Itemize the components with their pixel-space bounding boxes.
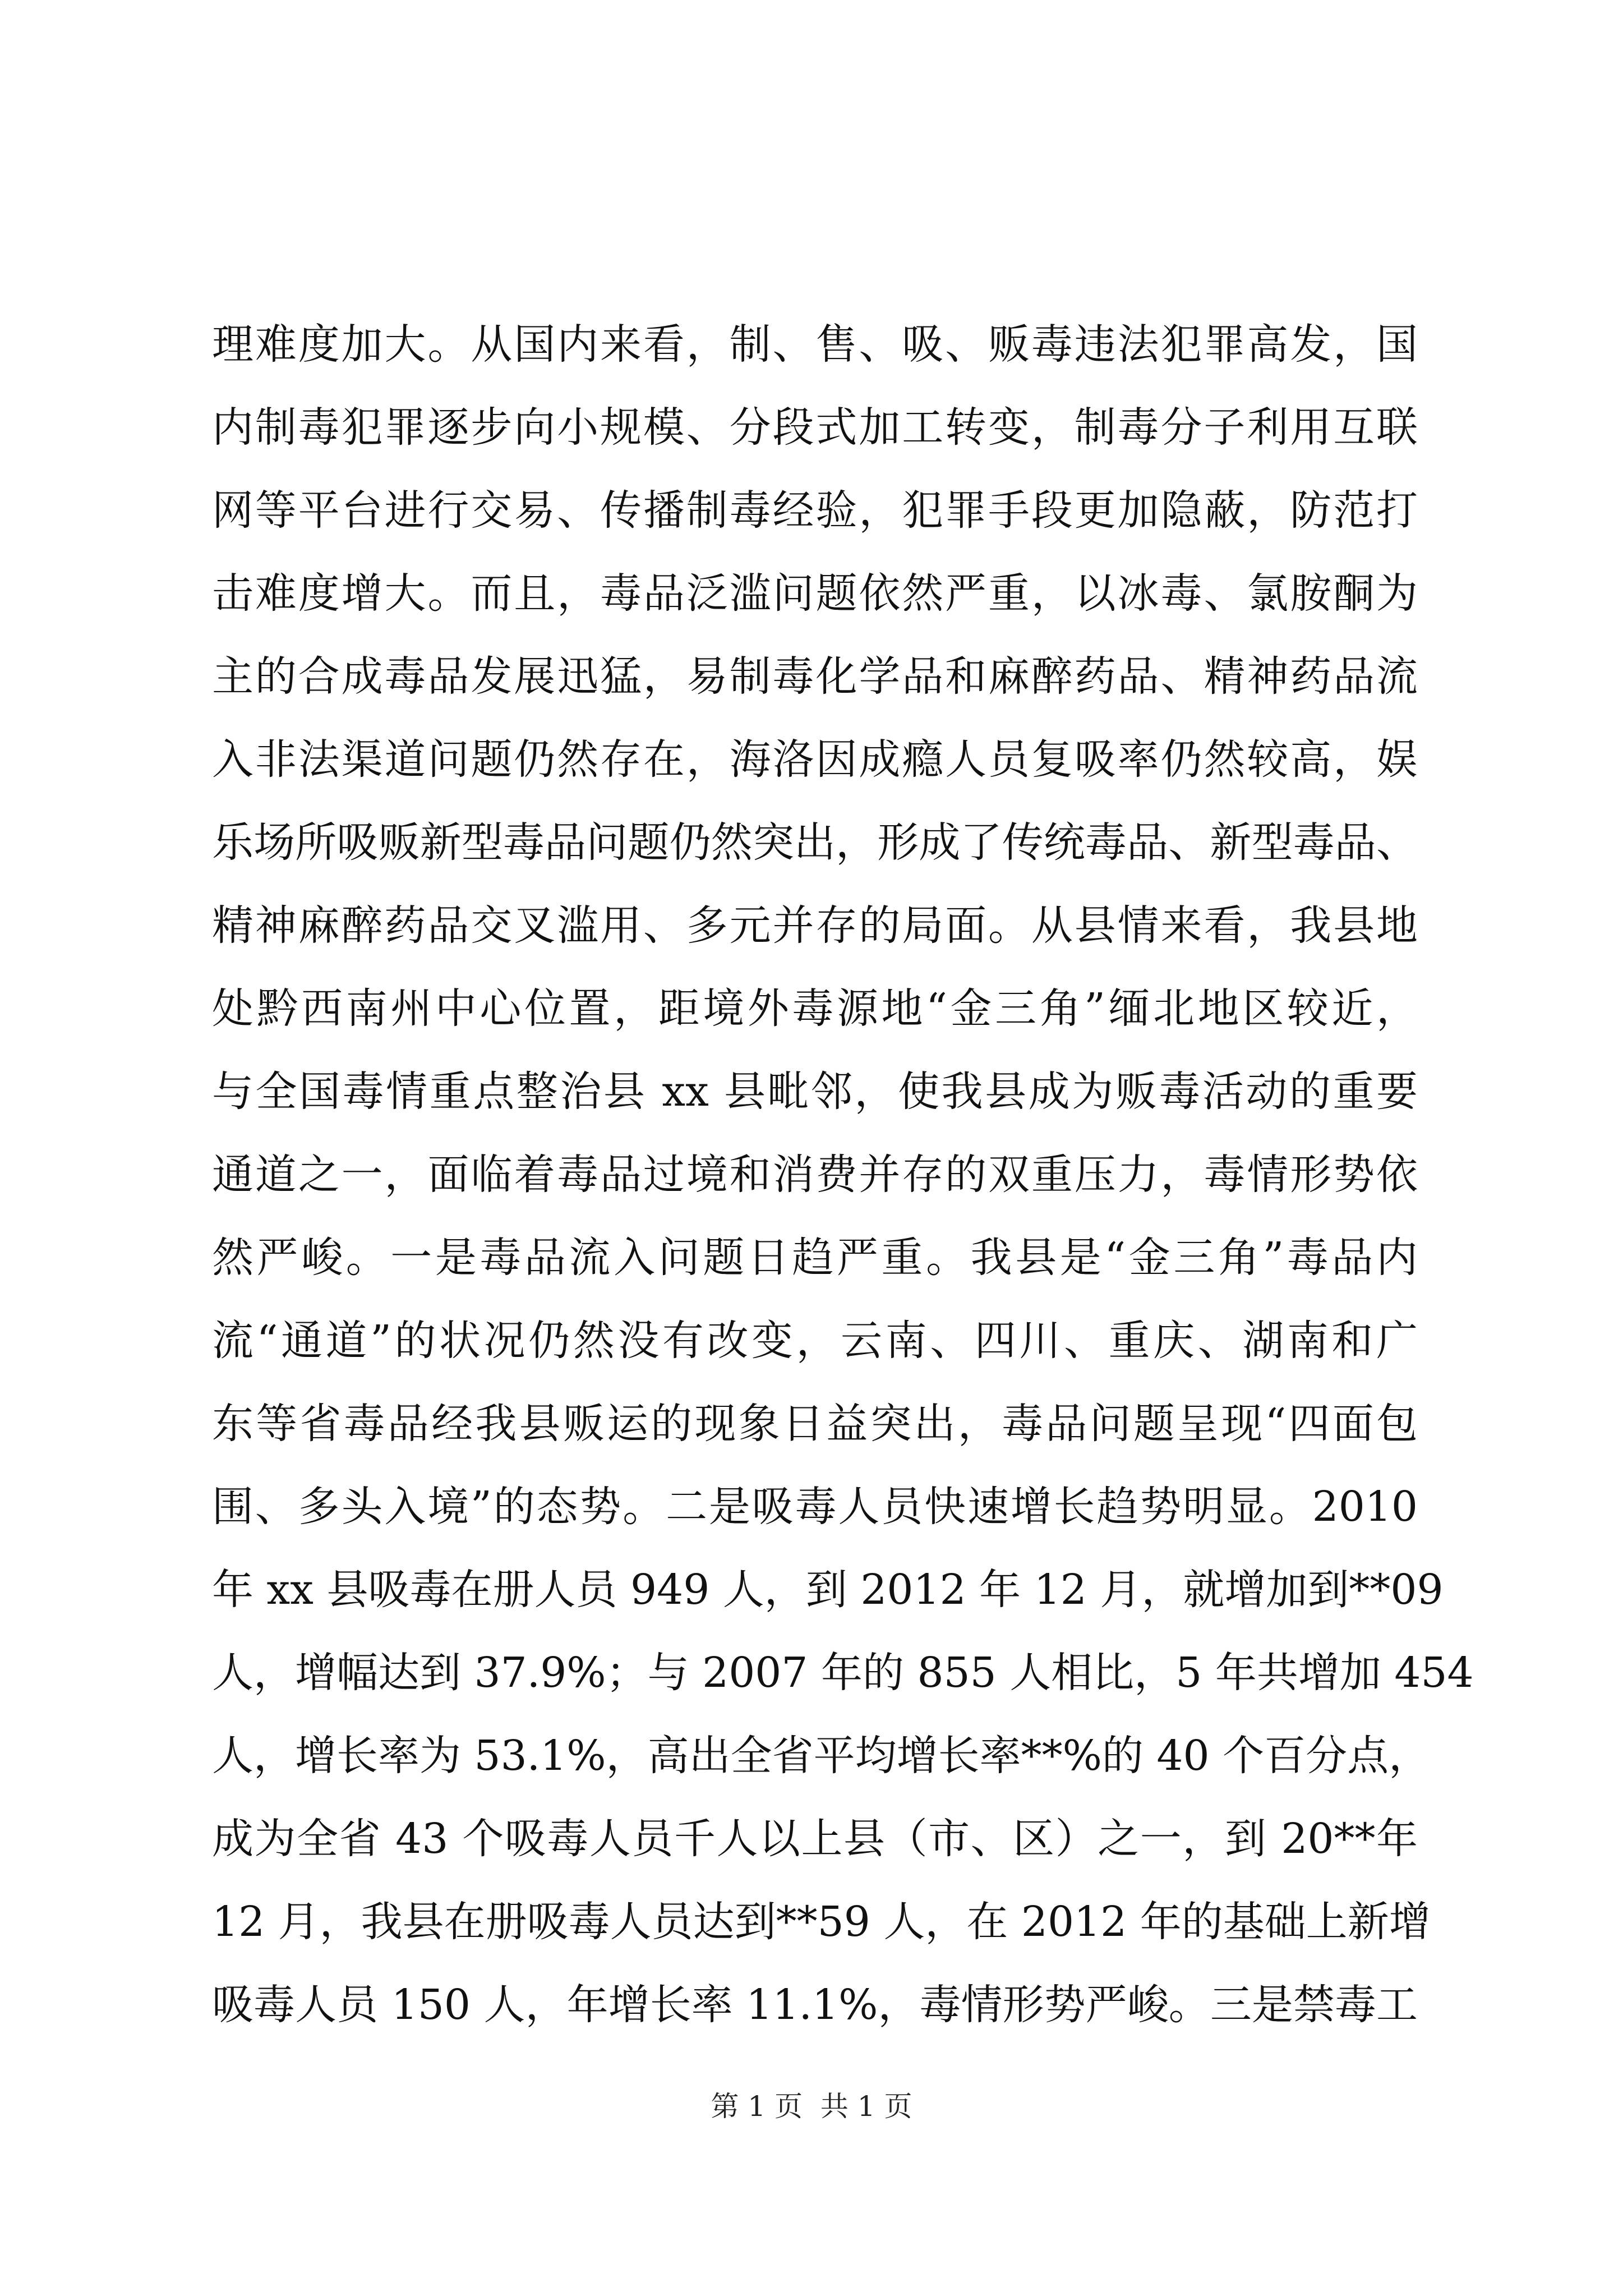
page-footer	[0, 2087, 1623, 2126]
document-body	[212, 303, 1474, 2046]
paragraph-line: 主的合成毒品发展迅猛，易制毒化学品和麻醉药品、精神药品流	[212, 652, 1418, 701]
paragraph-line: 通道之一，面临着毒品过境和消费并存的双重压力，毒情形势依	[212, 1151, 1418, 1199]
paragraph-line: 内制毒犯罪逐步向小规模、分段式加工转变，制毒分子利用互联	[212, 403, 1418, 452]
paragraph-line: 人，增幅达到 37.9%；与 2007 年的 855 人相比，5 年共增加 454	[212, 1649, 1474, 1697]
paragraph-line: 击难度增大。而且，毒品泛滥问题依然严重，以冰毒、氯胺酮为	[212, 569, 1418, 618]
paragraph-line: 成为全省 43 个吸毒人员千人以上县（市、区）之一，到 20**年	[212, 1815, 1418, 1863]
paragraph-line: 年 xx 县吸毒在册人员 949 人，到 2012 年 12 月，就增加到**09	[212, 1566, 1444, 1614]
paragraph-line: 理难度加大。从国内来看，制、售、吸、贩毒违法犯罪高发，国	[212, 320, 1418, 369]
paragraph-line: 吸毒人员 150 人，年增长率 11.1%，毒情形势严峻。三是禁毒工	[212, 1981, 1418, 2029]
paragraph-line: 入非法渠道问题仍然存在，海洛因成瘾人员复吸率仍然较高，娱	[212, 735, 1418, 784]
paragraph-line: 然严峻。一是毒品流入问题日趋严重。我县是“金三角”毒品内	[212, 1234, 1418, 1282]
paragraph-line: 12 月，我县在册吸毒人员达到**59 人，在 2012 年的基础上新增	[212, 1898, 1431, 1946]
paragraph-line: 东等省毒品经我县贩运的现象日益突出，毒品问题呈现“四面包	[212, 1400, 1418, 1448]
page-number-label: 第 1 页 共 1 页	[711, 2090, 912, 2123]
paragraph-line: 与全国毒情重点整治县 xx 县毗邻，使我县成为贩毒活动的重要	[212, 1068, 1418, 1116]
paragraph-line: 网等平台进行交易、传播制毒经验，犯罪手段更加隐蔽，防范打	[212, 486, 1418, 535]
paragraph-line: 乐场所吸贩新型毒品问题仍然突出，形成了传统毒品、新型毒品、	[212, 818, 1418, 867]
paragraph-line: 处黔西南州中心位置，距境外毒源地“金三角”缅北地区较近，	[212, 984, 1418, 1033]
paragraph-line: 精神麻醉药品交叉滥用、多元并存的局面。从县情来看，我县地	[212, 901, 1418, 950]
paragraph-line: 流“通道”的状况仍然没有改变，云南、四川、重庆、湖南和广	[212, 1317, 1418, 1365]
paragraph-line: 围、多头入境”的态势。二是吸毒人员快速增长趋势明显。2010	[212, 1483, 1418, 1531]
paragraph-line: 人，增长率为 53.1%，高出全省平均增长率**%的 40 个百分点，	[212, 1732, 1431, 1780]
